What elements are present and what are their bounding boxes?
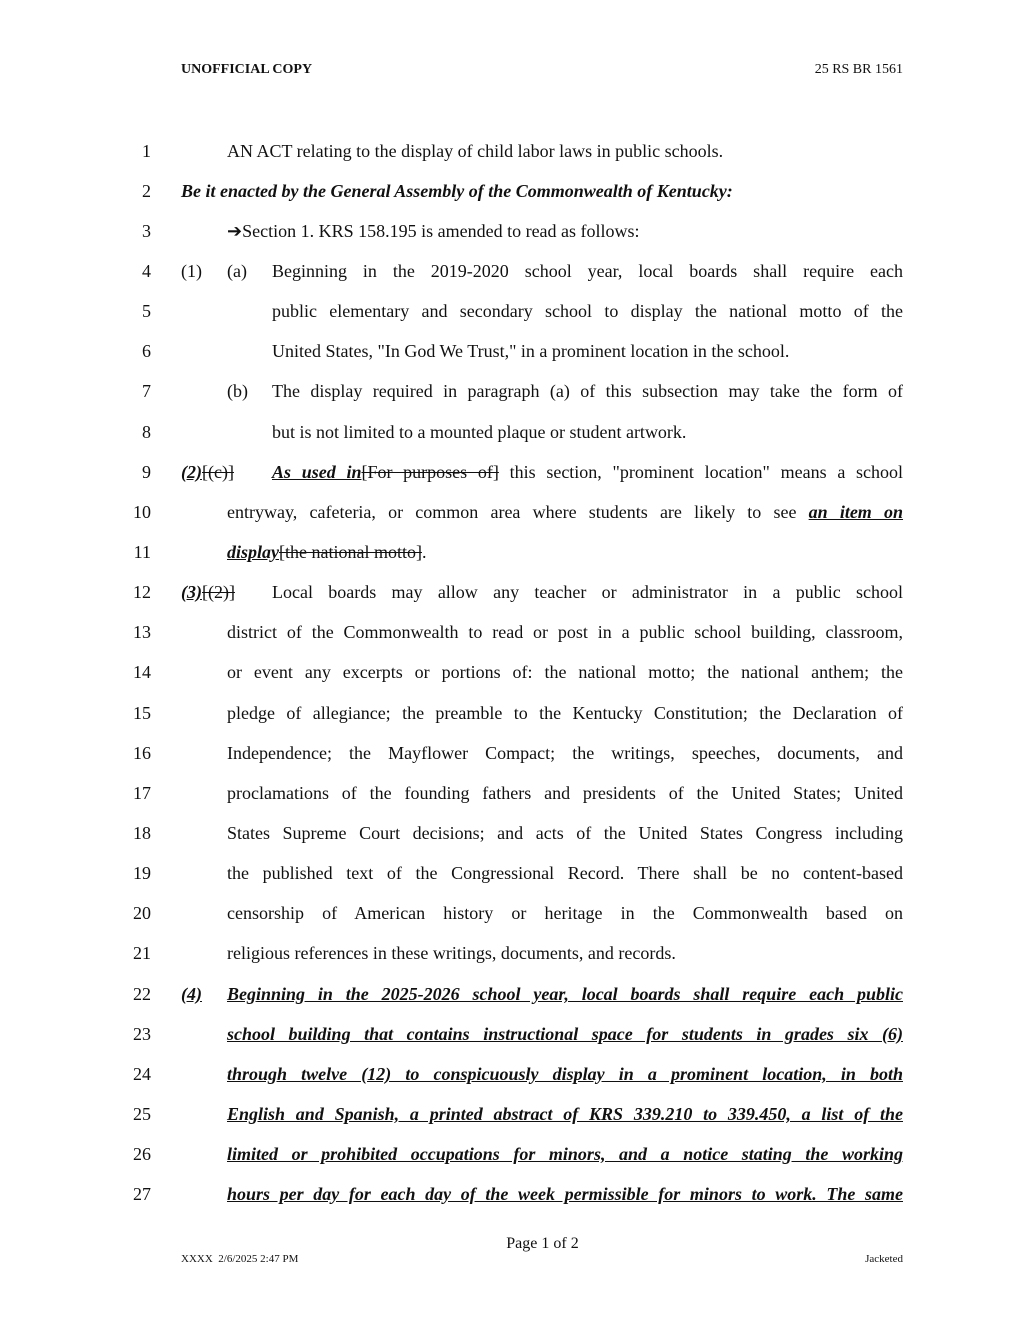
- line-number: 8: [142, 422, 151, 442]
- enacting-clause: Be it enacted by the General Assembly of the Commonwealth of Kentucky:: [181, 181, 733, 201]
- section-heading-text: Section 1. KRS 158.195 is amended to read as follows:: [242, 221, 640, 241]
- page-number: Page 1 of 2: [506, 1235, 579, 1252]
- text-line: [272, 462, 903, 482]
- line-number: 5: [142, 301, 151, 321]
- deleted-text: [(2)]: [202, 582, 235, 602]
- inserted-text-line: school building that contains instructional space for students in grades six (6): [227, 1024, 903, 1044]
- line-number: 12: [133, 582, 151, 602]
- line-number: 23: [133, 1024, 151, 1044]
- text-line: [227, 502, 903, 522]
- line-number: 11: [133, 542, 151, 562]
- line-number: 21: [133, 943, 151, 963]
- paragraph-label: (a): [227, 261, 247, 281]
- text-line: public elementary and secondary school to display the national motto of the: [272, 301, 903, 321]
- line-number: 18: [133, 823, 151, 843]
- inserted-text-line: limited or prohibited occupations for minors, and a notice stating the working: [227, 1144, 903, 1164]
- text-line: proclamations of the founding fathers and presidents of the United States; United: [227, 783, 903, 803]
- line-number: 25: [133, 1104, 151, 1124]
- line-number: 20: [133, 903, 151, 923]
- inserted-text: (2): [181, 462, 202, 482]
- text-line: The display required in paragraph (a) of this subsection may take the form of: [272, 381, 903, 401]
- section-heading: [227, 221, 640, 241]
- text-line: religious references in these writings, documents, and records.: [227, 943, 676, 963]
- header-left: UNOFFICIAL COPY: [181, 62, 313, 77]
- footer-code: [181, 1253, 298, 1265]
- inserted-text: an item on: [808, 502, 904, 522]
- text-line: [227, 542, 426, 562]
- inserted-text: display: [227, 542, 279, 562]
- text-span: .: [421, 542, 427, 562]
- inserted-text: As used in: [272, 462, 362, 482]
- text-line: pledge of allegiance; the preamble to the Kentucky Constitution; the Declaration of: [227, 703, 903, 723]
- line-number: 15: [133, 703, 151, 723]
- inserted-text-line: hours per day for each day of the week permissible for minors to work. The same: [227, 1184, 903, 1204]
- line-number: 3: [142, 221, 151, 241]
- line-number: 17: [133, 783, 151, 803]
- text-line: censorship of American history or heritage in the Commonwealth based on: [227, 903, 903, 923]
- line-number: 6: [142, 341, 151, 361]
- line-number: 27: [133, 1184, 151, 1204]
- subsection-number: [181, 462, 234, 482]
- line-number: 13: [133, 622, 151, 642]
- footer-status: Jacketed: [865, 1253, 903, 1265]
- text-span: this section, "prominent location" means a school: [498, 462, 904, 482]
- line-number: 7: [142, 381, 151, 401]
- deleted-text: [For purposes of]: [361, 462, 499, 482]
- text-line: States Supreme Court decisions; and acts of the United States Congress including: [227, 823, 903, 843]
- text-line: or event any excerpts or portions of: the national motto; the national anthem; the: [227, 662, 903, 682]
- text-line: Beginning in the 2019-2020 school year, local boards shall require each: [272, 261, 903, 281]
- subsection-number: (4): [181, 984, 202, 1004]
- arrow-right-icon: ➔: [227, 221, 243, 241]
- text-line: district of the Commonwealth to read or post in a public school building, classroom,: [227, 622, 903, 642]
- text-span: entryway, cafeteria, or common area where students are likely to see: [227, 502, 809, 522]
- text-line: Local boards may allow any teacher or administrator in a public school: [272, 582, 903, 602]
- subsection-number: [181, 582, 235, 602]
- deleted-text: [(c)]: [202, 462, 234, 482]
- header-right: 25 RS BR 1561: [814, 62, 903, 77]
- deleted-text: [the national motto]: [279, 542, 422, 562]
- subsection-number: (1): [181, 261, 202, 281]
- text-line: Independence; the Mayflower Compact; the writings, speeches, documents, and: [227, 743, 903, 763]
- line-number: 22: [133, 984, 151, 1004]
- text-line: but is not limited to a mounted plaque or student artwork.: [272, 422, 687, 442]
- paragraph-label: (b): [227, 381, 248, 401]
- inserted-text-line: English and Spanish, a printed abstract of KRS 339.210 to 339.450, a list of the: [227, 1104, 903, 1124]
- inserted-text-line: Beginning in the 2025-2026 school year, local boards shall require each public: [227, 984, 903, 1004]
- act-title: AN ACT relating to the display of child labor laws in public schools.: [227, 141, 724, 161]
- line-number: 9: [142, 462, 151, 482]
- line-number: 26: [133, 1144, 151, 1164]
- text-line: the published text of the Congressional Record. There shall be no content-based: [227, 863, 903, 883]
- line-number: 2: [142, 181, 151, 201]
- footer-code-id: XXXX: [181, 1253, 213, 1265]
- line-number: 24: [133, 1064, 151, 1084]
- line-number: 10: [133, 502, 151, 522]
- line-number: 19: [133, 863, 151, 883]
- inserted-text-line: through twelve (12) to conspicuously display in a prominent location, in both: [227, 1064, 903, 1084]
- line-number: 14: [133, 662, 151, 682]
- text-line: United States, "In God We Trust," in a prominent location in the school.: [272, 341, 790, 361]
- inserted-text: (3): [181, 582, 202, 602]
- footer-timestamp: 2/6/2025 2:47 PM: [218, 1253, 299, 1265]
- line-number: 16: [133, 743, 151, 763]
- line-number: 4: [142, 261, 151, 281]
- line-number: 1: [142, 141, 151, 161]
